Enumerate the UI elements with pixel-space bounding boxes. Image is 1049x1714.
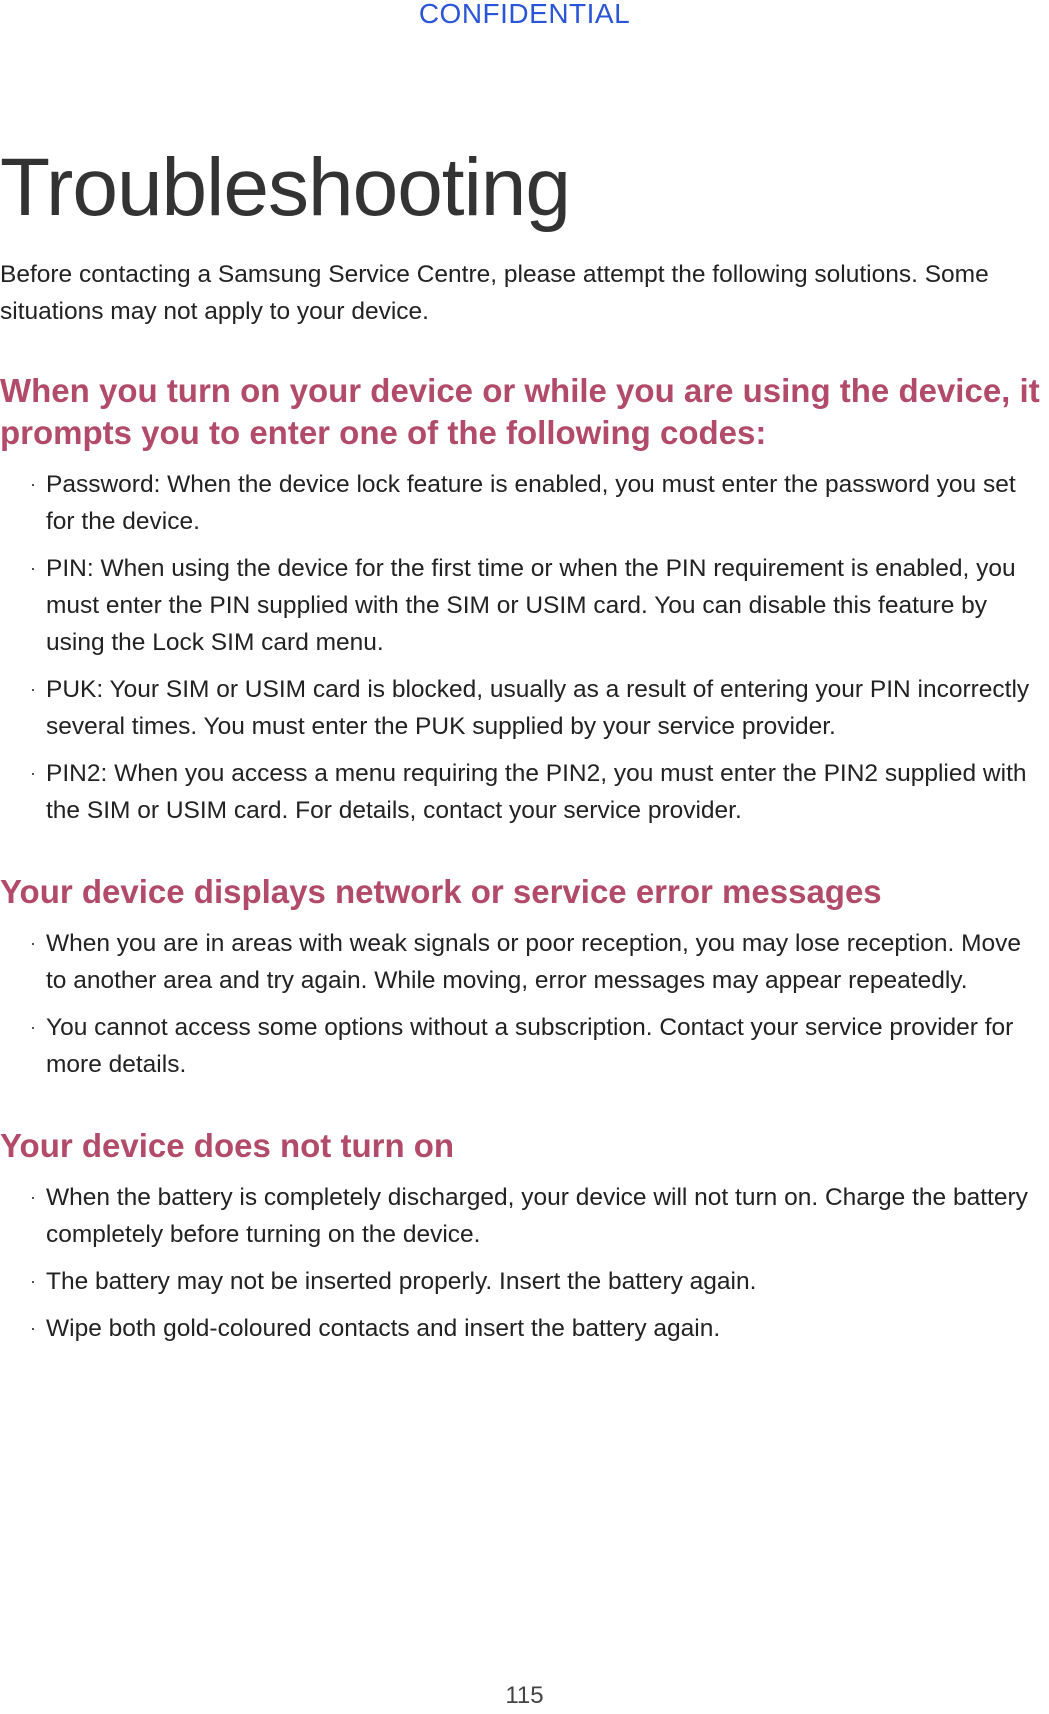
list-item bbox=[0, 1009, 1046, 1083]
section-heading-does-not-turn-on: Your device does not turn on bbox=[0, 1127, 455, 1164]
list-item bbox=[0, 466, 1046, 540]
bullet-icon: · bbox=[30, 1187, 36, 1207]
network-errors-list bbox=[0, 925, 1049, 1083]
bullet-icon: · bbox=[30, 933, 36, 953]
list-item bbox=[0, 1310, 1046, 1347]
does-not-turn-on-list bbox=[0, 1179, 1049, 1347]
list-item bbox=[0, 755, 1046, 829]
page-content bbox=[0, 140, 1049, 1357]
list-item-text: The battery may not be inserted properly. Insert the battery again. bbox=[46, 1268, 757, 1295]
intro-paragraph: Before contacting a Samsung Service Centre, please attempt the following solutions. Some situations may not apply to your device. bbox=[0, 261, 989, 325]
section-heading-codes: When you turn on your device or while you are using the device, it prompts you to enter one of the following codes: bbox=[0, 372, 1040, 451]
list-item bbox=[0, 671, 1046, 745]
codes-list bbox=[0, 466, 1049, 829]
bullet-icon: · bbox=[30, 679, 36, 699]
page-title: Troubleshooting bbox=[0, 142, 571, 233]
list-item-text: Wipe both gold-coloured contacts and insert the battery again. bbox=[46, 1315, 721, 1342]
list-item-text: PIN: When using the device for the first time or when the PIN requirement is enabled, you must enter the PIN supplied with the SIM or USIM card. You can disable this feature by using the Lock SIM card menu. bbox=[46, 555, 1016, 656]
bullet-icon: · bbox=[30, 1017, 36, 1037]
confidential-watermark: CONFIDENTIAL bbox=[418, 0, 631, 29]
list-item-text: You cannot access some options without a subscription. Contact your service provider for more details. bbox=[46, 1014, 1014, 1078]
list-item bbox=[0, 1263, 1046, 1300]
bullet-icon: · bbox=[30, 1271, 36, 1291]
bullet-icon: · bbox=[30, 558, 36, 578]
bullet-icon: · bbox=[30, 474, 36, 494]
list-item bbox=[0, 550, 1046, 661]
list-item bbox=[0, 925, 1046, 999]
page-number: 115 bbox=[505, 1682, 544, 1709]
bullet-icon: · bbox=[30, 1318, 36, 1338]
list-item bbox=[0, 1179, 1046, 1253]
section-heading-network-errors: Your device displays network or service error messages bbox=[0, 873, 882, 910]
list-item-text: PUK: Your SIM or USIM card is blocked, usually as a result of entering your PIN incorrectly several times. You must enter the PUK supplied by your service provider. bbox=[46, 676, 1030, 740]
bullet-icon: · bbox=[30, 763, 36, 783]
list-item-text: When you are in areas with weak signals or poor reception, you may lose reception. Move to another area and try again. While moving, error messages may appear repeatedly. bbox=[46, 930, 1022, 994]
list-item-text: PIN2: When you access a menu requiring the PIN2, you must enter the PIN2 supplied with the SIM or USIM card. For details, contact your service provider. bbox=[46, 760, 1027, 824]
list-item-text: Password: When the device lock feature is enabled, you must enter the password you set for the device. bbox=[46, 471, 1016, 535]
list-item-text: When the battery is completely discharged, your device will not turn on. Charge the battery completely before turning on the device. bbox=[46, 1184, 1028, 1248]
